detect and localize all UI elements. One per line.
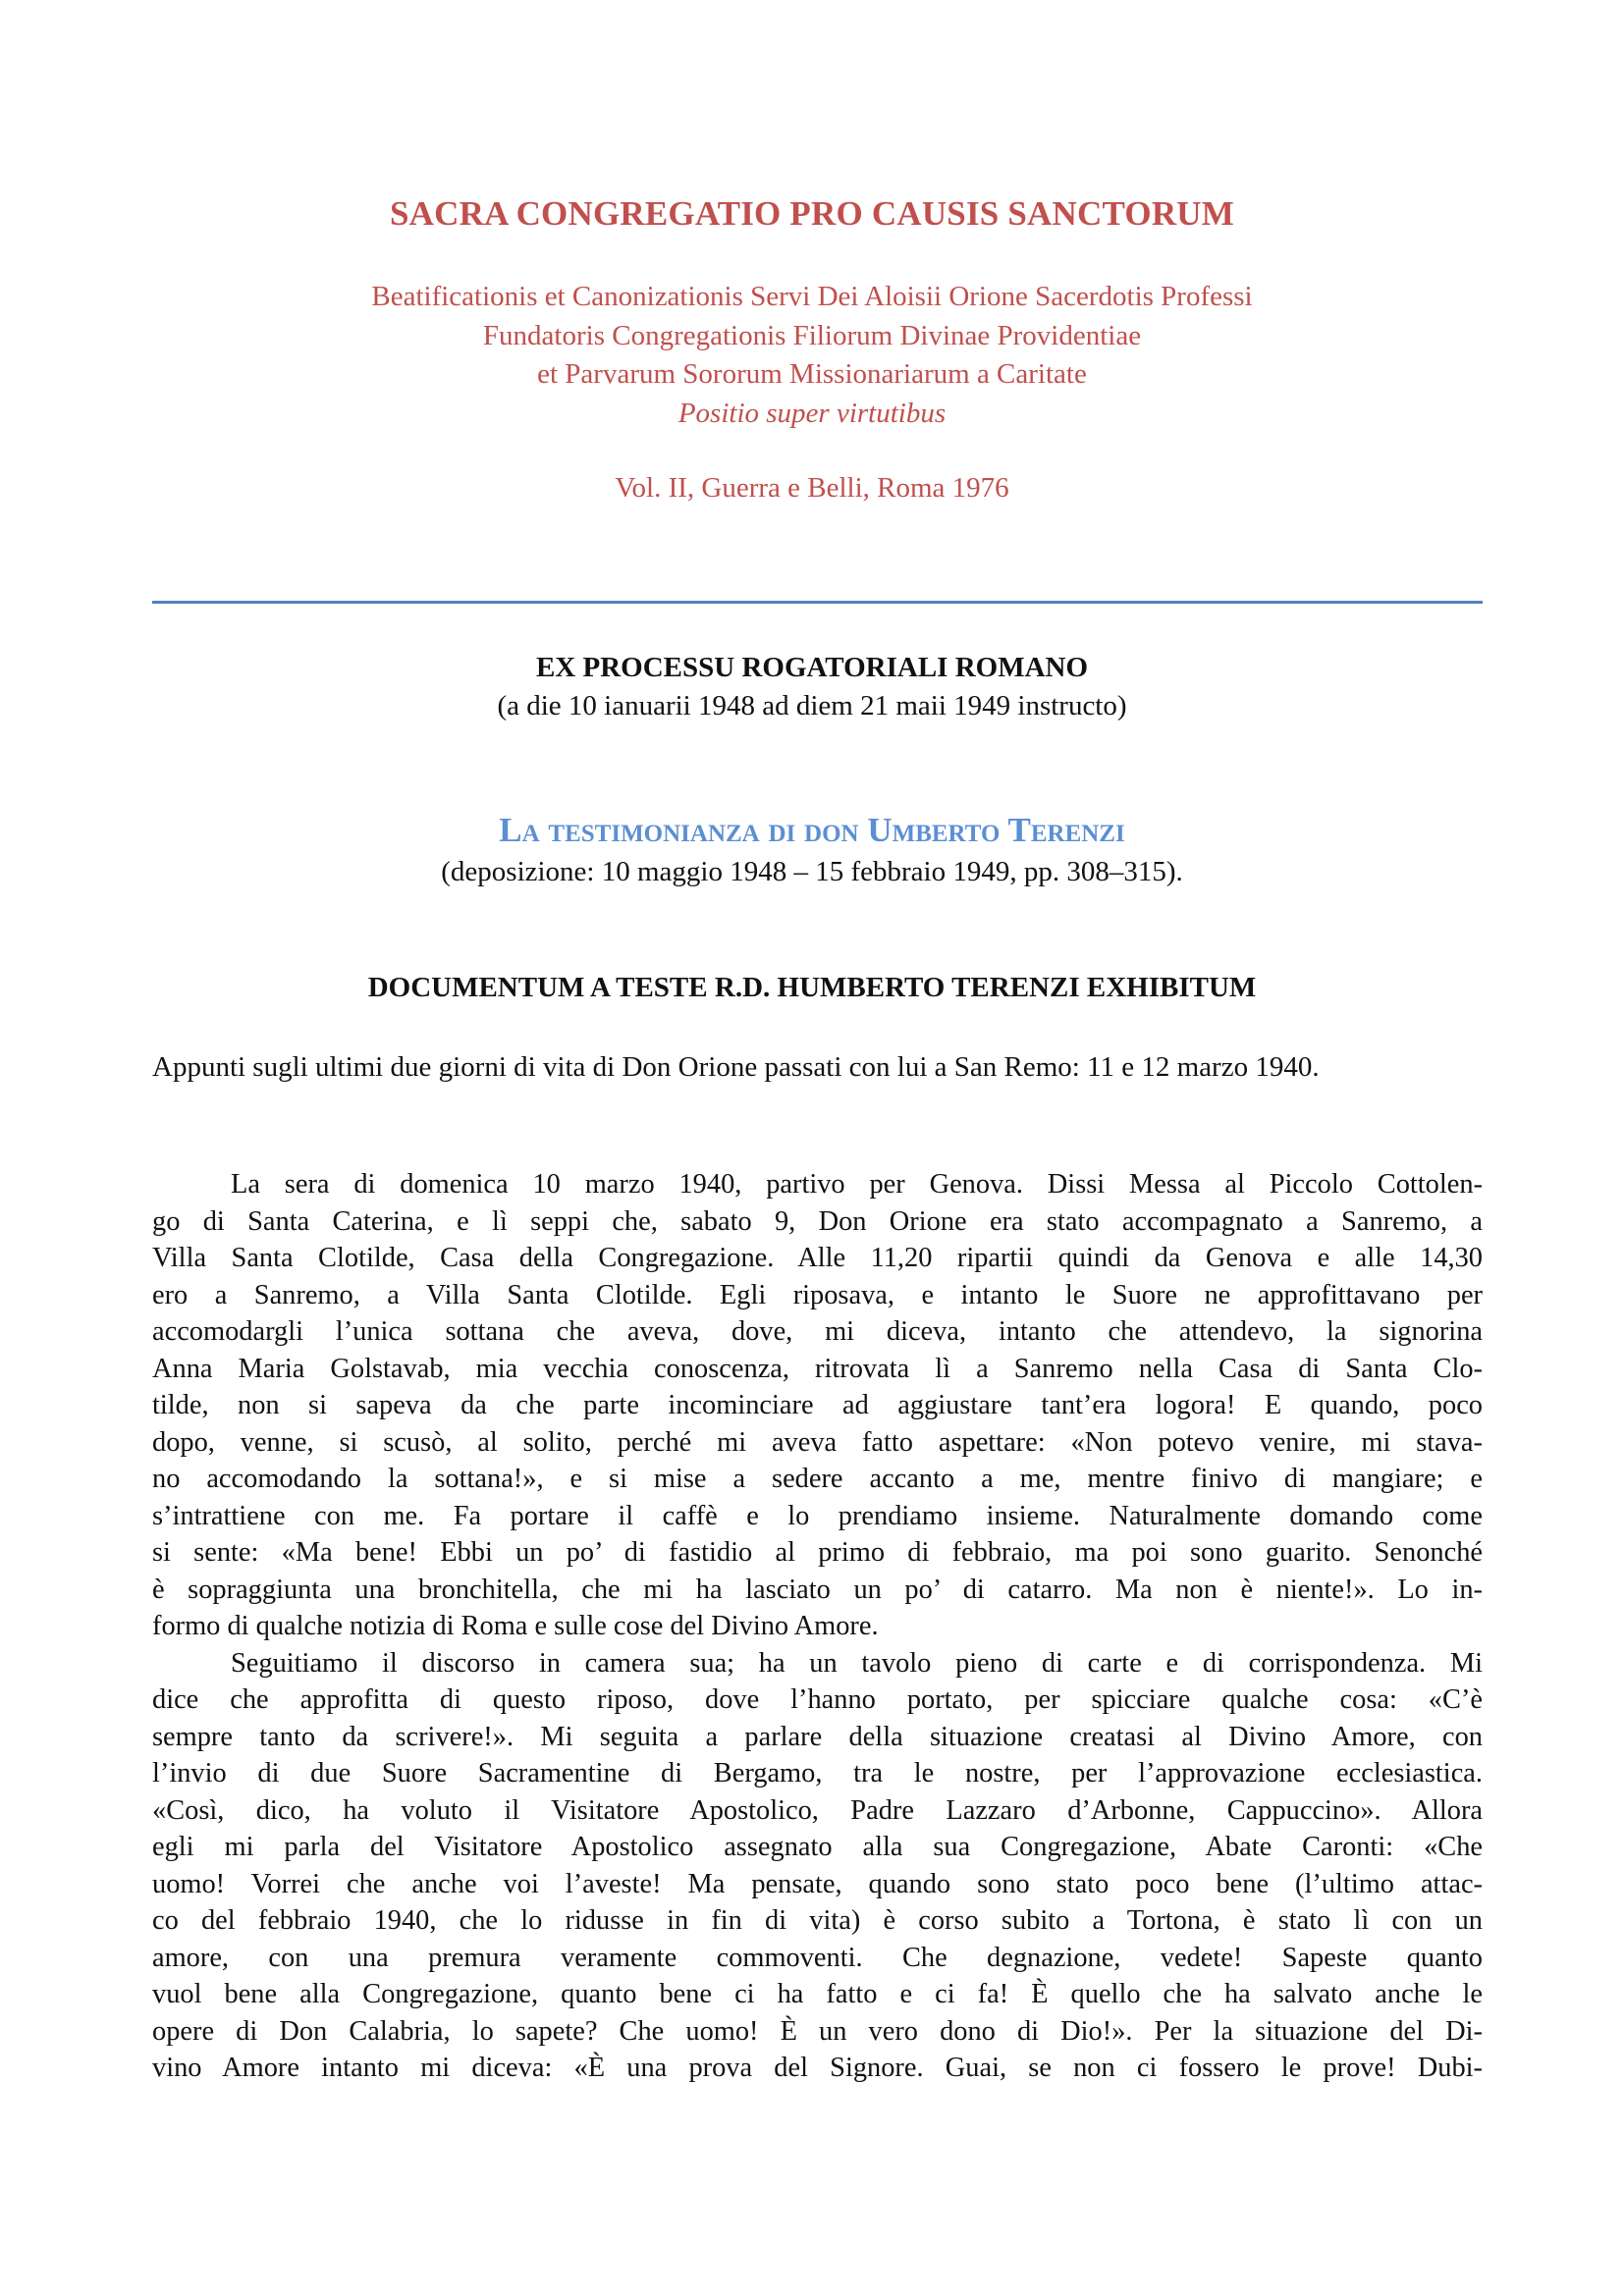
body-line: si sente: «Ma bene! Ebbi un po’ di fastidio al primo di febbraio, ma poi sono guarito. Senonché [152, 1537, 1483, 1568]
congregation-title: SACRA CONGREGATIO PRO CAUSIS SANCTORUM [389, 194, 1235, 233]
body-line: s’intrattiene con me. Fa portare il caffè e lo prendiamo insieme. Naturalmente domando come [152, 1500, 1483, 1531]
body-line: vuol bene alla Congregazione, quanto bene ci ha fatto e ci fa! È quello che ha salvato anche le [152, 1979, 1483, 2009]
body-line: ero a Sanremo, a Villa Santa Clotilde. Egli riposava, e intanto le Suore ne approfittavano per [152, 1279, 1483, 1310]
body-line: dopo, venne, si scusò, al solito, perché mi aveva fatto aspettare: «Non potevo venire, mi stava- [152, 1426, 1483, 1458]
body-line: Anna Maria Golstavab, mia vecchia conoscenza, ritrovata lì a Sanremo nella Casa di Santa Clo- [152, 1353, 1483, 1384]
body-line: La sera di domenica 10 marzo 1940, partivo per Genova. Dissi Messa al Piccolo Cottolen- [231, 1169, 1483, 1200]
body-line: vino Amore intanto mi diceva: «È una prova del Signore. Guai, se non ci fossero le prove! Dubi- [152, 2053, 1483, 2083]
body-line: Villa Santa Clotilde, Casa della Congregazione. Alle 11,20 ripartii quindi da Genova e alle 14,30 [152, 1243, 1483, 1273]
body-line: amore, con una premura veramente commoventi. Che degnazione, vedete! Sapeste quanto [152, 1942, 1483, 1973]
positio-subtitle [0, 278, 1624, 433]
volume-info: Vol. II, Guerra e Belli, Roma 1976 [615, 472, 1009, 504]
body-line: go di Santa Caterina, e lì seppi che, sabato 9, Don Orione era stato accompagnato a Sanremo, a [152, 1205, 1483, 1237]
body-line: «Così, dico, ha voluto il Visitatore Apostolico, Padre Lazzaro d’Arbonne, Cappuccino». Allora [152, 1794, 1483, 1826]
body-line: opere di Don Calabria, lo sapete? Che uomo! È un vero dono di Dio!». Per la situazione del Di- [152, 2015, 1483, 2047]
body-line: sempre tanto da scrivere!». Mi seguita a parlare della situazione creatasi al Divino Amore, con [152, 1721, 1483, 1752]
horizontal-divider [152, 601, 1483, 604]
section-title: EX PROCESSU ROGATORIALI ROMANO [535, 652, 1089, 683]
subtitle-line: Beatificationis et Canonizationis Servi Dei Aloisii Orione Sacerdotis Professi [371, 281, 1253, 312]
testimony-subtitle: (deposizione: 10 maggio 1948 – 15 febbraio 1949, pp. 308–315). [441, 856, 1183, 887]
subtitle-line-italic: Positio super virtutibus [677, 397, 947, 429]
body-line: è sopraggiunta una bronchitella, che mi ha lasciato un po’ di catarro. Ma non è niente!». Lo in- [152, 1574, 1483, 1605]
body-line: no accomodando la sottana!», e si mise a sedere accanto a me, mentre finivo di mangiare; e [152, 1464, 1483, 1494]
body-line: accomodargli l’unica sottana che aveva, dove, mi diceva, intanto che attendevo, la signorina [152, 1316, 1483, 1347]
document-intro: Appunti sugli ultimi due giorni di vita di Don Orione passati con lui a San Remo: 11 e 12 marzo 1940. [152, 1051, 1320, 1083]
section-subtitle: (a die 10 ianuarii 1948 ad diem 21 maii 1949 instructo) [497, 690, 1127, 721]
document-body [152, 1166, 1483, 2087]
body-line: formo di qualche notizia di Roma e sulle cose del Divino Amore. [152, 1611, 879, 1641]
body-line: co del febbraio 1940, che lo ridusse in fin di vita) è corso subito a Tortona, è stato lì con un [152, 1905, 1483, 1936]
body-line: dice che approfitta di questo riposo, dove l’hanno portato, per spicciare qualche cosa: «C’è [152, 1684, 1483, 1715]
subtitle-line: et Parvarum Sororum Missionariarum a Caritate [537, 358, 1087, 390]
body-line: egli mi parla del Visitatore Apostolico assegnato alla sua Congregazione, Abate Caronti: «Che [152, 1832, 1483, 1862]
subtitle-line: Fundatoris Congregationis Filiorum Divinae Providentiae [482, 319, 1142, 351]
body-line: tilde, non si sapeva da che parte incominciare ad aggiustare tant’era logora! E quando, poco [152, 1390, 1483, 1420]
body-line: l’invio di due Suore Sacramentine di Bergamo, tra le nostre, per l’approvazione ecclesiastica. [152, 1758, 1483, 1789]
document-title: DOCUMENTUM A TESTE R.D. HUMBERTO TERENZI EXHIBITUM [367, 972, 1257, 1003]
body-line: uomo! Vorrei che anche voi l’aveste! Ma pensate, quando sono stato poco bene (l’ultimo attac- [152, 1868, 1483, 1899]
body-line: Seguitiamo il discorso in camera sua; ha un tavolo pieno di carte e di corrispondenza. Mi [231, 1647, 1483, 1679]
testimony-title: La testimonianza di don Umberto Terenzi [499, 811, 1125, 849]
